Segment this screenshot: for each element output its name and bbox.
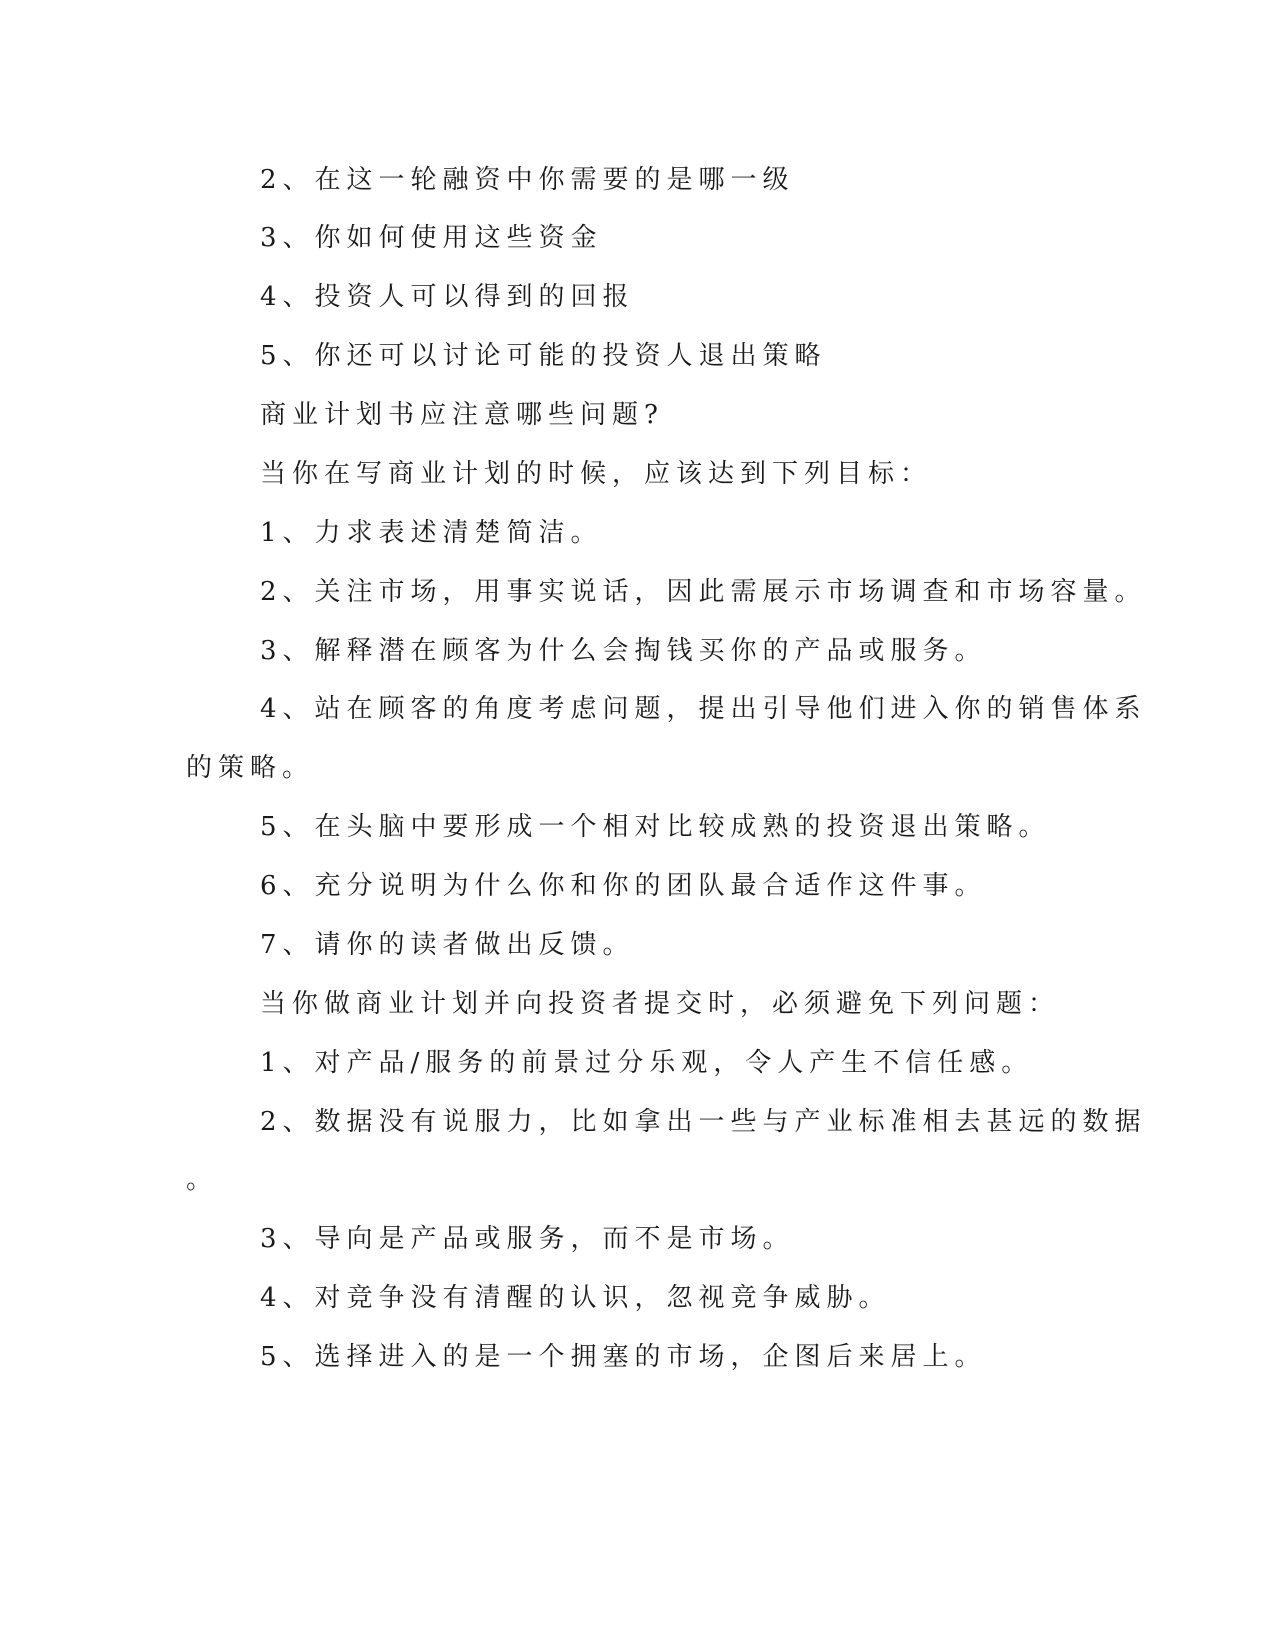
list-item: 4、对竞争没有清醒的认识，忽视竞争威胁。 (260, 1283, 891, 1313)
list-item: 2、关注市场，用事实说话，因此需展示市场调查和市场容量。 (260, 577, 1147, 607)
list-item: 5、选择进入的是一个拥塞的市场，企图后来居上。 (260, 1342, 987, 1372)
section-question: 商业计划书应注意哪些问题? (260, 400, 664, 430)
paragraph: 当你在写商业计划的时候，应该达到下列目标： (260, 459, 933, 489)
paragraph: 4、投资人可以得到的回报 (260, 282, 635, 312)
paragraph: 当你做商业计划并向投资者提交时，必须避免下列问题： (260, 989, 1061, 1019)
list-item: 5、在头脑中要形成一个相对比较成熟的投资退出策略。 (260, 812, 1051, 842)
list-item: 1、力求表述清楚简洁。 (260, 518, 603, 548)
paragraph: 5、你还可以讨论可能的投资人退出策略 (260, 341, 827, 371)
paragraph: 2、在这一轮融资中你需要的是哪一级 (260, 165, 795, 195)
list-item: 2、数据没有说服力，比如拿出一些与产业标准相去甚远的数据 (260, 1107, 1147, 1137)
list-item: 1、对产品/服务的前景过分乐观，令人产生不信任感。 (260, 1048, 1034, 1078)
list-item: 6、充分说明为什么你和你的团队最合适作这件事。 (260, 871, 987, 901)
list-item-continuation: 。 (186, 1165, 219, 1195)
list-item: 7、请你的读者做出反馈。 (260, 930, 635, 960)
paragraph: 3、你如何使用这些资金 (260, 223, 603, 253)
list-item: 3、导向是产品或服务，而不是市场。 (260, 1224, 795, 1254)
list-item-continuation: 的策略。 (186, 753, 315, 783)
list-item: 3、解释潜在顾客为什么会掏钱买你的产品或服务。 (260, 636, 987, 666)
list-item: 4、站在顾客的角度考虑问题，提出引导他们进入你的销售体系 (260, 694, 1147, 724)
